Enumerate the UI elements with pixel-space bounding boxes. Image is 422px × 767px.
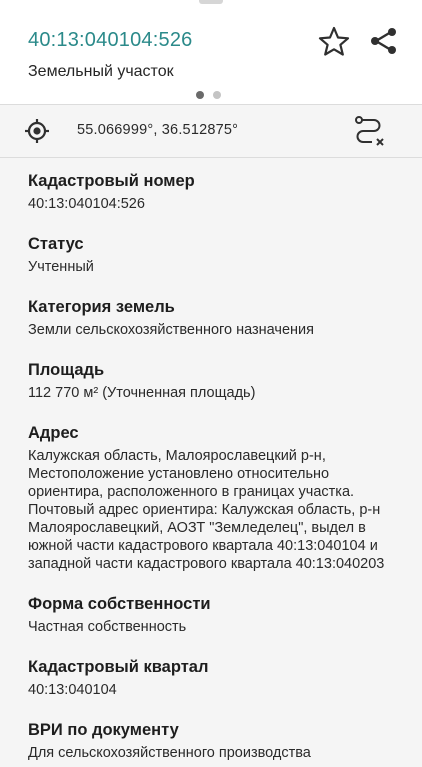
field-label: Кадастровый квартал — [28, 658, 209, 676]
field-value: 112 770 м² (Уточненная площадь) — [28, 385, 256, 401]
locate-button[interactable] — [24, 118, 50, 144]
field-area — [28, 359, 400, 402]
object-type-subtitle: Земельный участок — [28, 63, 174, 80]
field-label: Кадастровый номер — [28, 172, 195, 190]
field-label: Статус — [28, 235, 84, 253]
page-dot-active[interactable] — [196, 91, 204, 99]
route-button[interactable] — [352, 115, 386, 147]
field-permitted-use — [28, 719, 400, 762]
field-label: Площадь — [28, 361, 105, 379]
share-icon — [368, 27, 398, 55]
field-value: Частная собственность — [28, 619, 187, 635]
field-value[interactable]: 40:13:040104 — [28, 682, 117, 698]
coordinates-row — [0, 105, 422, 157]
coordinates-text[interactable]: 55.066999°, 36.512875° — [77, 122, 239, 138]
page-dot[interactable] — [213, 91, 221, 99]
field-address — [28, 422, 400, 573]
header-panel — [0, 0, 422, 104]
field-land-category — [28, 296, 400, 339]
share-button[interactable] — [368, 27, 398, 55]
route-icon — [352, 115, 386, 147]
field-status — [28, 233, 400, 276]
field-ownership — [28, 593, 400, 636]
field-value: Учтенный — [28, 259, 94, 275]
favorite-button[interactable] — [318, 26, 350, 56]
drag-handle[interactable] — [199, 0, 223, 4]
field-cadastral-number — [28, 170, 400, 213]
field-value: Для сельскохозяйственного производства — [28, 745, 311, 761]
field-value[interactable]: Калужская область, Малоярославецкий р-н, Местоположение установлено относительно ориентира, расположенного в границах участка. Почтовый адрес ориентира: Калужская область, р-н Малоярославецкий, АОЗТ "Земледелец", выдел в южной части кадастрового квартала 40:13:040104 и западной части кадастрового квартала 40:13:040203 — [28, 448, 385, 572]
page-indicator — [196, 91, 221, 99]
field-cadastral-quarter — [28, 656, 400, 699]
field-label: Форма собственности — [28, 595, 211, 613]
gps-target-icon — [24, 118, 50, 144]
star-outline-icon — [318, 26, 350, 56]
details-list — [28, 170, 400, 767]
field-value: Земли сельскохозяйственного назначения — [28, 322, 314, 338]
cadastral-number-title: 40:13:040104:526 — [28, 29, 193, 51]
field-label: ВРИ по документу — [28, 721, 179, 739]
field-label: Адрес — [28, 424, 79, 442]
field-value[interactable]: 40:13:040104:526 — [28, 196, 145, 212]
coordinates-divider — [0, 157, 422, 158]
field-label: Категория земель — [28, 298, 175, 316]
